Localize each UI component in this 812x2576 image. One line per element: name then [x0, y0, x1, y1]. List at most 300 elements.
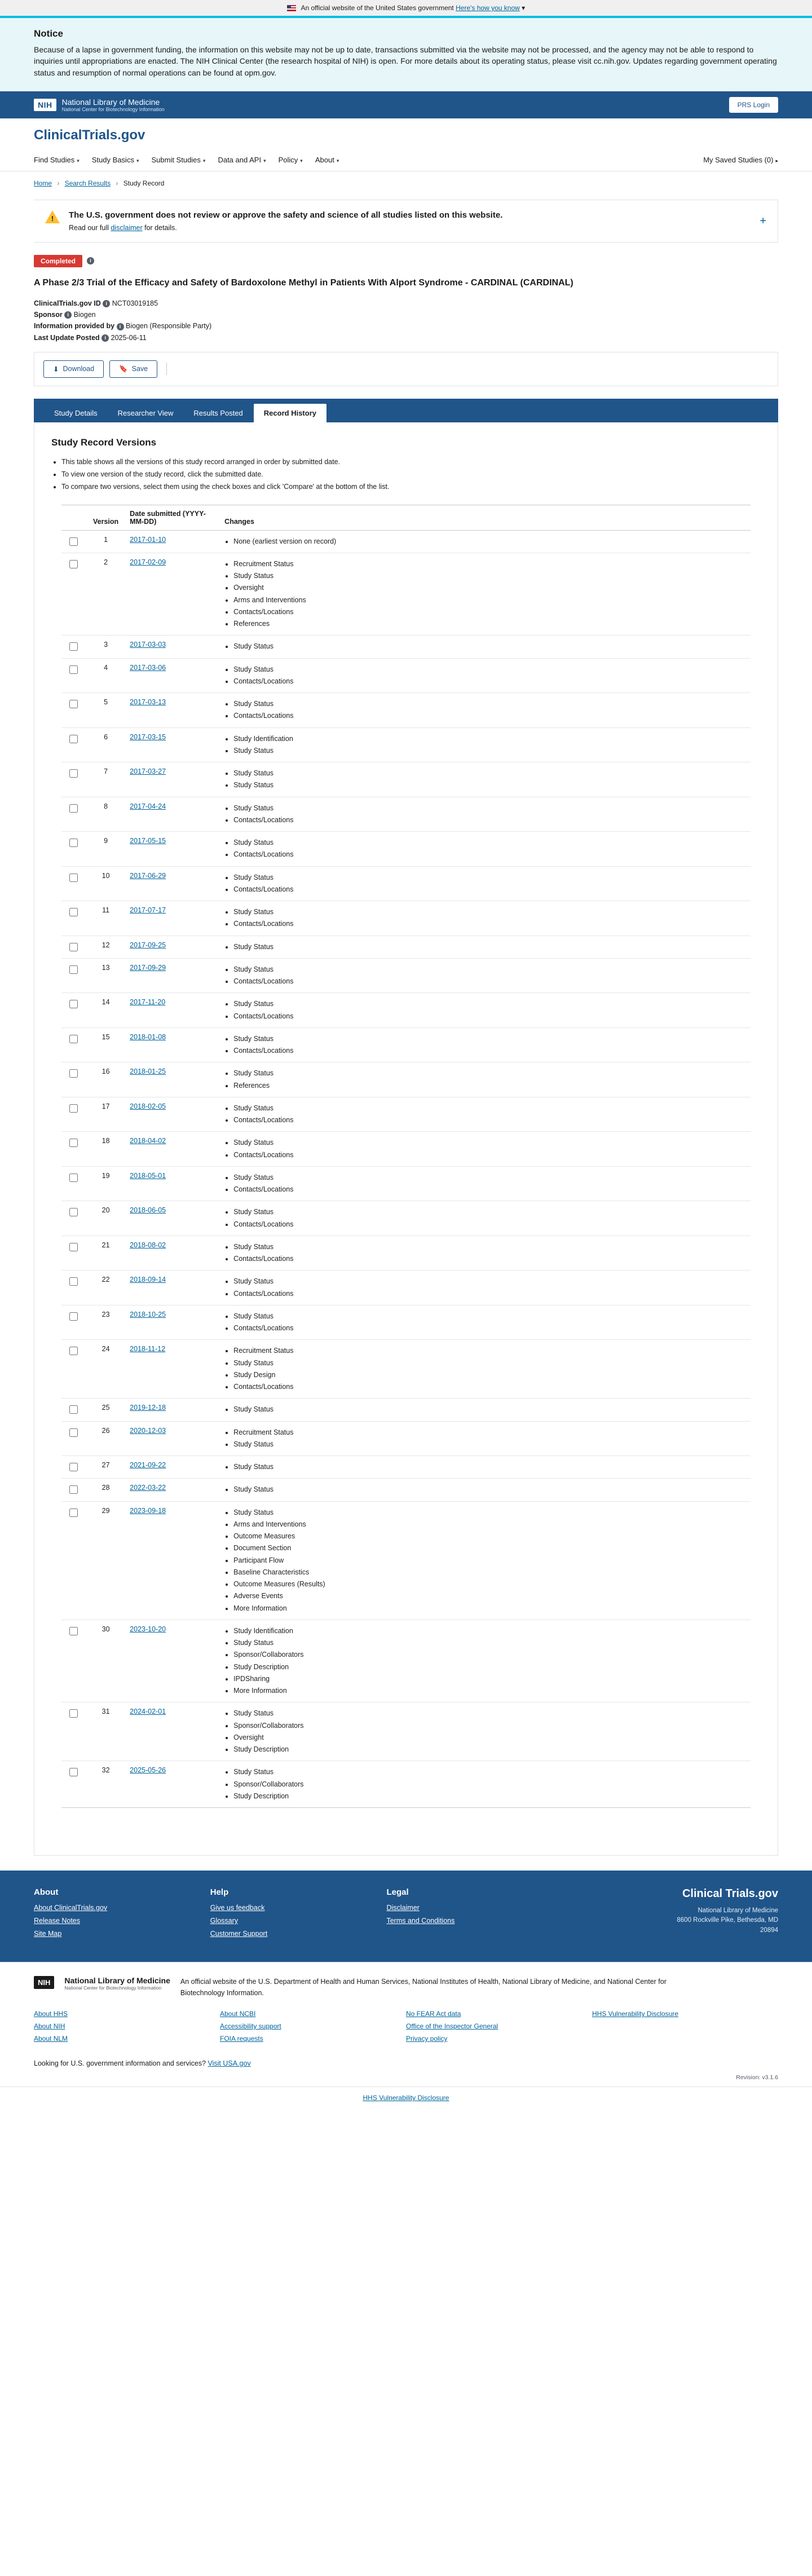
nav-item-data-and-api[interactable]	[218, 149, 275, 171]
bookmark-icon: 🔖	[119, 364, 128, 373]
footer-link-foia-requests[interactable]: FOIA requests	[220, 2035, 263, 2043]
footer-about-heading: About	[34, 1887, 59, 1898]
version-number: 9	[87, 832, 124, 867]
footer-revision: Revision: v3.1.6	[736, 2074, 778, 2081]
version-changes-cell	[219, 530, 751, 553]
version-checkbox[interactable]	[69, 665, 78, 674]
version-checkbox[interactable]	[69, 1709, 78, 1718]
version-checkbox[interactable]	[69, 1174, 78, 1182]
version-number: 23	[87, 1305, 124, 1340]
version-date-link[interactable]: 2021-09-22	[130, 1461, 166, 1470]
version-checkbox[interactable]	[69, 1508, 78, 1517]
nih-logo: NIH	[34, 1976, 54, 1989]
record-history-notes	[61, 456, 761, 493]
version-changes-cell	[219, 1340, 751, 1399]
version-number: 22	[87, 1271, 124, 1305]
heres-how-you-know-link[interactable]: Here's how you know	[456, 4, 520, 12]
change-item: • Study Status	[233, 779, 745, 791]
version-checkbox[interactable]	[69, 537, 78, 546]
version-date-link[interactable]: 2022-03-22	[130, 1484, 166, 1492]
version-changes-cell	[219, 1166, 751, 1201]
change-item: • Sponsor/Collaborators	[233, 1649, 745, 1661]
row-select-cell	[61, 1456, 87, 1479]
version-checkbox[interactable]	[69, 1428, 78, 1437]
change-item: • More Information	[233, 1603, 745, 1615]
info-icon[interactable]: i	[87, 257, 94, 264]
version-date-link[interactable]: 2017-03-06	[130, 663, 166, 672]
change-item: • Study Status	[233, 1276, 745, 1287]
footer-link-privacy-policy[interactable]: Privacy policy	[406, 2035, 448, 2043]
table-row	[61, 958, 751, 993]
change-item: • Contacts/Locations	[233, 849, 745, 861]
chevron-down-icon: ▾	[336, 157, 339, 164]
version-date-link[interactable]: 2018-11-12	[130, 1345, 166, 1353]
footer-col-3	[406, 2010, 592, 2047]
change-item: • Study Status	[233, 941, 745, 953]
breadcrumb-home[interactable]: Home	[34, 179, 52, 187]
footer-link-site-map[interactable]: Site Map	[34, 1930, 62, 1938]
change-item: • Study Status	[233, 1137, 745, 1149]
version-date-cell	[124, 1501, 219, 1620]
version-number: 28	[87, 1479, 124, 1501]
toolbar-divider	[166, 363, 167, 375]
change-item: • Study Status	[233, 1708, 745, 1719]
meta-last-update	[34, 334, 778, 342]
change-item: • Study Status	[233, 998, 745, 1010]
version-changes-cell	[219, 1501, 751, 1620]
version-date-link[interactable]: 2017-03-15	[130, 733, 166, 741]
footer-brand-line1: National Library of Medicine	[698, 1907, 779, 1915]
change-item: • Study Status	[233, 802, 745, 814]
row-select-cell	[61, 1062, 87, 1097]
table-row	[61, 1399, 751, 1421]
version-date-cell	[124, 832, 219, 867]
disclaimer-link[interactable]: disclaimer	[111, 223, 143, 232]
footer-usa-text: Looking for U.S. government information and services?	[34, 2059, 206, 2068]
version-changes-cell	[219, 762, 751, 797]
change-item: • Study Design	[233, 1369, 745, 1381]
version-changes-cell	[219, 1132, 751, 1167]
my-saved-studies[interactable]	[703, 149, 778, 171]
versions-table	[61, 505, 751, 1809]
nav-item-policy[interactable]	[279, 149, 312, 171]
footer-nlm-block	[0, 1962, 812, 2006]
version-changes-cell	[219, 993, 751, 1028]
row-select-cell	[61, 1340, 87, 1399]
version-changes-cell	[219, 636, 751, 658]
version-date-link[interactable]: 2017-11-20	[130, 998, 166, 1007]
version-checkbox[interactable]	[69, 874, 78, 882]
nav-item-find-studies[interactable]	[34, 149, 89, 171]
version-checkbox[interactable]	[69, 1139, 78, 1147]
meta-last-update-value: 2025-06-11	[111, 333, 147, 342]
breadcrumb	[0, 171, 812, 191]
table-row	[61, 762, 751, 797]
change-item: • Contacts/Locations	[233, 710, 745, 722]
version-checkbox[interactable]	[69, 1035, 78, 1043]
version-number: 15	[87, 1027, 124, 1062]
meta-sponsor	[34, 311, 778, 319]
version-checkbox[interactable]	[69, 700, 78, 708]
version-date-link[interactable]: 2017-02-09	[130, 558, 166, 566]
version-checkbox[interactable]	[69, 965, 78, 974]
version-date-cell	[124, 797, 219, 832]
version-date-link[interactable]: 2018-02-05	[130, 1102, 166, 1110]
version-date-link[interactable]: 2018-04-02	[130, 1137, 166, 1145]
nav-item-about[interactable]	[315, 149, 348, 171]
version-number: 3	[87, 636, 124, 658]
version-date-cell	[124, 1421, 219, 1456]
change-item: • Study Status	[233, 1206, 745, 1218]
version-date-cell	[124, 1236, 219, 1271]
row-select-cell	[61, 693, 87, 728]
version-changes-cell	[219, 693, 751, 728]
footer-link-glossary[interactable]: Glossary	[210, 1917, 239, 1925]
row-select-cell	[61, 936, 87, 958]
row-select-cell	[61, 636, 87, 658]
th-select	[61, 505, 87, 530]
row-select-cell	[61, 993, 87, 1028]
change-item: • Study Status	[233, 1404, 745, 1415]
change-item: • None (earliest version on record)	[233, 536, 745, 548]
version-date-cell	[124, 1340, 219, 1399]
save-button[interactable]	[109, 360, 157, 378]
table-row	[61, 993, 751, 1028]
action-toolbar	[34, 352, 778, 386]
footer-link-about-clinicaltrials[interactable]: About ClinicalTrials.gov	[34, 1904, 108, 1912]
version-checkbox[interactable]	[69, 908, 78, 916]
version-date-link[interactable]: 2023-10-20	[130, 1625, 166, 1633]
version-number: 29	[87, 1501, 124, 1620]
version-date-link[interactable]: 2018-05-01	[130, 1171, 166, 1180]
footer-link-terms[interactable]: Terms and Conditions	[386, 1917, 455, 1925]
change-item: • Participant Flow	[233, 1555, 745, 1567]
version-checkbox[interactable]	[69, 1347, 78, 1355]
footer-link-no-fear-act[interactable]: No FEAR Act data	[406, 2010, 461, 2018]
table-row	[61, 832, 751, 867]
version-date-link[interactable]: 2024-02-01	[130, 1708, 166, 1716]
version-checkbox[interactable]	[69, 735, 78, 743]
footer-link-give-feedback[interactable]: Give us feedback	[210, 1904, 265, 1912]
table-row	[61, 1097, 751, 1132]
table-row	[61, 1340, 751, 1399]
version-date-link[interactable]: 2018-10-25	[130, 1310, 166, 1318]
version-checkbox[interactable]	[69, 1243, 78, 1251]
nav-item-submit-studies[interactable]	[151, 149, 214, 171]
version-checkbox[interactable]	[69, 1000, 78, 1008]
table-row	[61, 1236, 751, 1271]
info-icon[interactable]: i	[103, 300, 110, 307]
nav-label-data-and-api: Data and API	[218, 155, 262, 164]
version-checkbox[interactable]	[69, 642, 78, 651]
version-number: 16	[87, 1062, 124, 1097]
banner-caret-icon[interactable]: ▾	[522, 4, 526, 12]
version-number: 8	[87, 797, 124, 832]
row-select-cell	[61, 1399, 87, 1421]
row-select-cell	[61, 1236, 87, 1271]
change-item: • Contacts/Locations	[233, 1322, 745, 1334]
row-select-cell	[61, 958, 87, 993]
change-item: • Study Status	[233, 1311, 745, 1322]
change-item: • Study Status	[233, 570, 745, 582]
version-changes-cell	[219, 958, 751, 993]
tab-study-details[interactable]	[44, 404, 108, 422]
table-row	[61, 797, 751, 832]
version-changes-cell	[219, 1456, 751, 1479]
version-changes-cell	[219, 1305, 751, 1340]
row-select-cell	[61, 1027, 87, 1062]
change-item: • Study Description	[233, 1661, 745, 1673]
version-date-cell	[124, 658, 219, 693]
version-number: 4	[87, 658, 124, 693]
change-item: • Sponsor/Collaborators	[233, 1779, 745, 1790]
version-date-link[interactable]: 2017-01-10	[130, 535, 166, 544]
version-changes-cell	[219, 1201, 751, 1236]
meta-sponsor-label: Sponsor	[34, 311, 63, 319]
breadcrumb-search-results[interactable]: Search Results	[64, 179, 111, 187]
site-logo[interactable]: ClinicalTrials.gov	[34, 127, 145, 143]
row-select-cell	[61, 1702, 87, 1761]
version-number: 1	[87, 530, 124, 553]
version-number: 25	[87, 1399, 124, 1421]
change-item: • Study Status	[233, 1357, 745, 1369]
table-row	[61, 1501, 751, 1620]
tab-record-history[interactable]	[253, 403, 327, 422]
change-item: • Contacts/Locations	[233, 606, 745, 618]
download-icon: ⬇	[53, 365, 59, 373]
version-date-link[interactable]: 2017-07-17	[130, 906, 166, 915]
version-date-link[interactable]: 2017-05-15	[130, 837, 166, 845]
info-icon[interactable]: i	[64, 311, 72, 319]
version-number: 12	[87, 936, 124, 958]
version-checkbox[interactable]	[69, 804, 78, 813]
row-select-cell	[61, 1166, 87, 1201]
note-item: • This table shows all the versions of this study record arranged in order by submitted date.	[61, 456, 761, 469]
change-item: • Oversight	[233, 582, 745, 594]
footer-col-4	[592, 2010, 778, 2047]
version-checkbox[interactable]	[69, 1208, 78, 1216]
version-number: 24	[87, 1340, 124, 1399]
footer-link-disclaimer[interactable]: Disclaimer	[386, 1904, 420, 1912]
version-number: 21	[87, 1236, 124, 1271]
change-item: • Study Status	[233, 1172, 745, 1184]
change-item: • Contacts/Locations	[233, 884, 745, 896]
row-select-cell	[61, 530, 87, 553]
download-button[interactable]	[43, 360, 104, 378]
version-date-cell	[124, 1027, 219, 1062]
footer-link-inspector-general[interactable]: Office of the Inspector General	[406, 2022, 498, 2031]
info-icon[interactable]: i	[117, 323, 124, 330]
version-date-cell	[124, 1761, 219, 1808]
shutdown-notice	[0, 16, 812, 91]
footer-link-usa-gov[interactable]: Visit USA.gov	[208, 2059, 251, 2068]
chevron-down-icon: ▾	[300, 157, 303, 164]
change-item: • Outcome Measures (Results)	[233, 1578, 745, 1590]
version-number: 5	[87, 693, 124, 728]
version-date-link[interactable]: 2018-08-02	[130, 1241, 166, 1249]
version-date-link[interactable]: 2017-03-13	[130, 698, 166, 707]
version-changes-cell	[219, 1271, 751, 1305]
page-title: A Phase 2/3 Trial of the Efficacy and Safety of Bardoxolone Methyl in Patients With Alport Syndrome - CARDINAL (CARDINAL)	[34, 277, 573, 288]
version-date-cell	[124, 727, 219, 762]
table-row	[61, 936, 751, 958]
version-number: 11	[87, 901, 124, 936]
footer-link-hhs-vulnerability-bottom[interactable]: HHS Vulnerability Disclosure	[363, 2094, 449, 2102]
nav-label-policy: Policy	[278, 155, 298, 164]
version-changes-cell	[219, 936, 751, 958]
usa-banner-text: An official website of the United States government	[301, 4, 454, 12]
version-checkbox[interactable]	[69, 943, 78, 951]
version-date-cell	[124, 530, 219, 553]
footer-link-accessibility-support[interactable]: Accessibility support	[220, 2022, 281, 2031]
change-item: • Study Status	[233, 837, 745, 849]
change-item: • Study Status	[233, 1068, 745, 1079]
version-date-link[interactable]: 2018-01-08	[130, 1033, 166, 1041]
nlm-title-line1: National Library of Medicine	[61, 97, 160, 107]
footer-link-release-notes[interactable]: Release Notes	[34, 1917, 80, 1925]
version-checkbox[interactable]	[69, 1463, 78, 1471]
meta-nct-id-label: ClinicalTrials.gov ID	[34, 299, 101, 308]
main-navigation	[0, 149, 812, 171]
nav-label-study-basics: Study Basics	[91, 155, 134, 164]
footer-link-customer-support[interactable]: Customer Support	[210, 1930, 268, 1938]
version-changes-cell	[219, 658, 751, 693]
nih-logo: NIH	[34, 99, 56, 111]
tab-label: Record History	[263, 408, 316, 417]
version-date-link[interactable]: 2017-03-27	[130, 767, 166, 776]
version-changes-cell	[219, 553, 751, 636]
version-number: 26	[87, 1421, 124, 1456]
version-date-link[interactable]: 2023-09-18	[130, 1506, 166, 1515]
row-select-cell	[61, 1305, 87, 1340]
row-select-cell	[61, 1479, 87, 1501]
version-number: 10	[87, 866, 124, 901]
version-date-cell	[124, 901, 219, 936]
change-item: • Recruitment Status	[233, 1345, 745, 1357]
footer-brand-title: Clinical Trials.gov	[682, 1887, 779, 1900]
row-select-cell	[61, 658, 87, 693]
version-date-link[interactable]: 2018-06-05	[130, 1206, 166, 1215]
version-date-cell	[124, 1271, 219, 1305]
footer-link-about-nlm[interactable]: About NLM	[34, 2035, 68, 2043]
table-row	[61, 866, 751, 901]
version-date-link[interactable]: 2018-01-25	[130, 1068, 166, 1076]
version-checkbox[interactable]	[69, 1312, 78, 1321]
expand-alert-icon[interactable]: +	[760, 214, 766, 227]
version-changes-cell	[219, 901, 751, 936]
table-footer-space	[51, 1808, 761, 1833]
footer-link-about-nih[interactable]: About NIH	[34, 2022, 65, 2031]
nav-item-study-basics[interactable]	[92, 149, 148, 171]
change-item: • Study Description	[233, 1744, 745, 1755]
info-icon[interactable]: i	[102, 334, 109, 342]
table-row	[61, 693, 751, 728]
version-number: 18	[87, 1132, 124, 1167]
footer-brand-line2: 8600 Rockville Pike, Bethesda, MD	[677, 1917, 779, 1924]
version-date-link[interactable]: 2017-09-25	[130, 941, 166, 949]
version-changes-cell	[219, 1062, 751, 1097]
us-flag-icon	[287, 5, 296, 11]
version-changes-cell	[219, 727, 751, 762]
tab-results-posted[interactable]	[183, 404, 253, 422]
version-date-cell	[124, 1201, 219, 1236]
footer-help-column	[210, 1887, 364, 1943]
version-date-link[interactable]: 2018-09-14	[130, 1276, 166, 1284]
version-date-cell	[124, 1166, 219, 1201]
version-checkbox[interactable]	[69, 839, 78, 847]
table-row	[61, 658, 751, 693]
change-item: • Study Description	[233, 1790, 745, 1802]
version-date-link[interactable]: 2017-06-29	[130, 871, 166, 880]
change-item: • References	[233, 1080, 745, 1092]
version-checkbox[interactable]	[69, 1485, 78, 1494]
change-item: • Study Status	[233, 872, 745, 884]
version-checkbox[interactable]	[69, 1627, 78, 1635]
nav-label-submit-studies: Submit Studies	[151, 155, 201, 164]
version-checkbox[interactable]	[69, 769, 78, 778]
version-date-link[interactable]: 2017-03-03	[130, 641, 166, 649]
change-item: • Contacts/Locations	[233, 1114, 745, 1126]
change-item: • Study Status	[233, 1637, 745, 1649]
change-item: • Recruitment Status	[233, 1427, 745, 1439]
record-history-panel	[34, 422, 778, 1856]
change-item: • Arms and Interventions	[233, 594, 745, 606]
version-date-link[interactable]: 2025-05-26	[130, 1766, 166, 1775]
version-number: 6	[87, 727, 124, 762]
version-date-cell	[124, 993, 219, 1028]
version-checkbox[interactable]	[69, 1069, 78, 1078]
footer-link-hhs-vulnerability[interactable]: HHS Vulnerability Disclosure	[592, 2010, 678, 2018]
tab-researcher-view[interactable]	[108, 404, 184, 422]
version-changes-cell	[219, 1236, 751, 1271]
version-number: 13	[87, 958, 124, 993]
prs-login-button[interactable]: PRS Login	[729, 97, 778, 113]
version-checkbox[interactable]	[69, 1768, 78, 1776]
version-date-link[interactable]: 2017-04-24	[130, 802, 166, 810]
footer-link-about-hhs[interactable]: About HHS	[34, 2010, 68, 2018]
th-version: Version	[87, 505, 124, 530]
version-date-link[interactable]: 2019-12-18	[130, 1404, 166, 1412]
meta-last-update-label: Last Update Posted	[34, 333, 100, 342]
change-item: • Contacts/Locations	[233, 1288, 745, 1300]
footer-link-about-ncbi[interactable]: About NCBI	[220, 2010, 256, 2018]
version-checkbox[interactable]	[69, 560, 78, 568]
version-date-link[interactable]: 2017-09-29	[130, 963, 166, 972]
version-date-cell	[124, 1399, 219, 1421]
note-item: • To view one version of the study record, click the submitted date.	[61, 469, 761, 481]
version-checkbox[interactable]	[69, 1104, 78, 1113]
table-row	[61, 1132, 751, 1167]
change-item: • Study Status	[233, 1241, 745, 1253]
version-checkbox[interactable]	[69, 1405, 78, 1414]
change-item: • Recruitment Status	[233, 558, 745, 570]
change-item: • Document Section	[233, 1542, 745, 1554]
change-item: • Study Status	[233, 1766, 745, 1778]
table-row	[61, 1271, 751, 1305]
version-date-link[interactable]: 2020-12-03	[130, 1426, 166, 1435]
table-row	[61, 901, 751, 936]
tab-label: Researcher View	[117, 408, 174, 417]
meta-information-provided-by	[34, 322, 778, 330]
row-select-cell	[61, 832, 87, 867]
change-item: • Study Status	[233, 906, 745, 918]
change-item: • IPDSharing	[233, 1673, 745, 1685]
change-item: • Study Status	[233, 745, 745, 757]
version-date-cell	[124, 1062, 219, 1097]
footer-col-2	[220, 2010, 406, 2047]
row-select-cell	[61, 1620, 87, 1702]
version-checkbox[interactable]	[69, 1277, 78, 1286]
